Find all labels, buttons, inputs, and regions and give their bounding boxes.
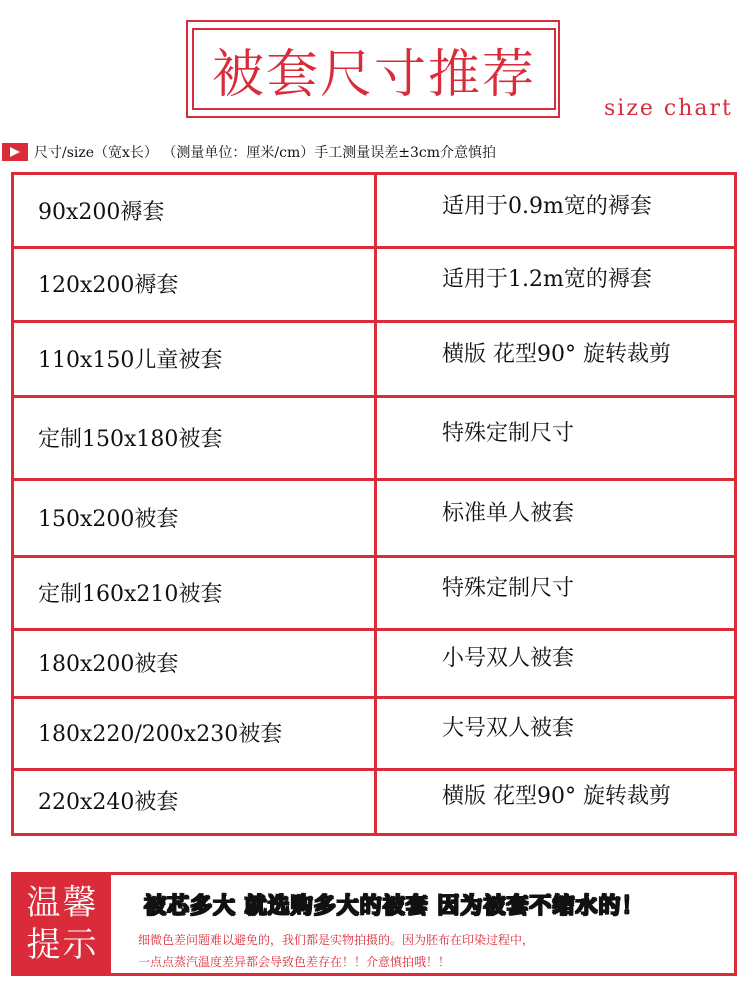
table-row: [14, 479, 734, 556]
subtitle-line: [0, 140, 750, 164]
size-cell: 180x200被套: [38, 652, 179, 677]
size-cell: 110x150儿童被套: [38, 347, 223, 373]
size-cell: 150x200被套: [38, 506, 179, 532]
play-arrow-icon: [2, 143, 28, 161]
table-row: [14, 769, 734, 833]
tip-label-line2: 提示: [26, 925, 99, 965]
description-cell: 小号双人被套: [442, 646, 575, 671]
size-cell: 定制160x210被套: [38, 581, 223, 607]
description-cell: 大号双人被套: [442, 716, 575, 741]
title-frame-inner: [192, 28, 556, 110]
table-row: [14, 697, 734, 769]
table-row: [14, 175, 734, 247]
table-row: [14, 247, 734, 321]
table-row: [14, 321, 734, 396]
tip-box: [11, 872, 737, 976]
description-cell: 横版 花型90° 旋转裁剪: [442, 341, 671, 367]
table-row: [14, 556, 734, 629]
description-cell: 特殊定制尺寸: [442, 575, 575, 601]
table-row: [14, 396, 734, 479]
tip-label-line1: 温馨: [26, 882, 99, 923]
tip-note-2: 一点点蒸汽温度差异都会导致色差存在！！介意慎拍哦！！: [138, 955, 451, 969]
table-row: [14, 629, 734, 697]
description-cell: 特殊定制尺寸: [442, 420, 575, 446]
size-cell: 220x240被套: [38, 790, 179, 815]
size-cell: 定制150x180被套: [38, 426, 223, 452]
size-chart-label: size chart: [604, 96, 733, 121]
size-cell: 90x200褥套: [38, 200, 165, 225]
size-cell: 180x220/200x230被套: [38, 722, 283, 747]
size-cell: 120x200褥套: [38, 273, 179, 298]
subtitle-text: 尺寸/size（宽x长） （测量单位：厘米/cm）手工测量误差±3cm介意慎拍: [34, 145, 496, 161]
page-title: 被套尺寸推荐: [211, 44, 536, 105]
tip-note-1: 细微色差问题难以避免的，我们都是实物拍摄的。因为胚布在印染过程中，: [138, 933, 535, 947]
tip-headline: 被芯多大 就选购多大的被套 因为被套不缩水的！: [144, 894, 645, 919]
tip-label: [14, 875, 111, 973]
description-cell: 标准单人被套: [442, 500, 575, 526]
size-table: [11, 172, 737, 836]
description-cell: 横版 花型90° 旋转裁剪: [442, 784, 671, 809]
description-cell: 适用于1.2m宽的褥套: [442, 267, 652, 292]
description-cell: 适用于0.9m宽的褥套: [442, 194, 652, 219]
